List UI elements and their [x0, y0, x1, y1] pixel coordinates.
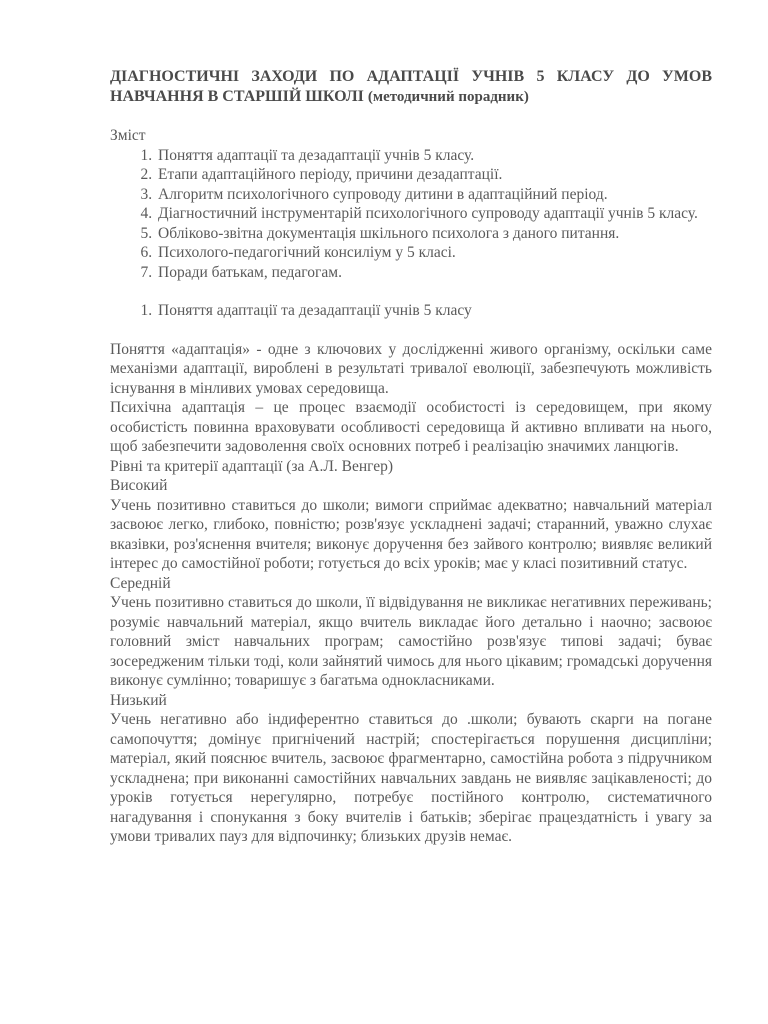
level-high-label: Високий — [110, 477, 168, 494]
toc-item: 1. Поняття адаптації та дезадаптації учнів 5 класу. — [156, 146, 712, 166]
level-low-text: Учень негативно або індиферентно ставиться до .школи; бувають скарги на погане самопочуття; домінує пригнічений настрій; спостерігається порушення дисципліни; матеріал, який пояснює вчитель, засвоює фрагментарно, самостійна робота з підручником ускладнена; при виконанні самостійних навчальних завдань не виявляє зацікавленості; до уроків готується нерегулярно, потребує постійного контролю, систематичного нагадування і спонукання з боку вчителів і батьків; зберігає працездатність і увагу за умови тривалих пауз для відпочинку; близьких друзів немає. — [110, 711, 712, 845]
toc-item: 3. Алгоритм психологічного супроводу дитини в адаптаційний період. — [156, 185, 712, 205]
toc-list — [110, 146, 712, 283]
toc-item: 4. Діагностичний інструментарій психологічного супроводу адаптації учнів 5 класу. — [156, 204, 712, 224]
title-subtitle: (методичний порадник) — [367, 89, 529, 105]
toc-item: 5. Обліково-звітна документація шкільного психолога з даного питання. — [156, 224, 712, 244]
level-low-label: Низький — [110, 691, 167, 709]
toc-item: 6. Психолого-педагогічний консиліум у 5 класі. — [156, 243, 712, 263]
document-page — [110, 67, 712, 847]
toc-item: 7. Поради батькам, педагогам. — [156, 263, 712, 283]
toc-item: 2. Етапи адаптаційного періоду, причини дезадаптації. — [156, 165, 712, 185]
levels-heading: Рівні та критерії адаптації (за А.Л. Венгер) — [110, 457, 394, 475]
level-mid-text: Учень позитивно ставиться до школи, її відвідування не викликає негативних переживань; розуміє навчальний матеріал, якщо вчитель викладає його детально і наочно; засвоює головний зміст навчальних програм; самостійно розв'язує типові задачі; буває зосередженим тільки тоді, коли зайнятий чимось для нього цікавим; громадські доручення виконує сумлінно; товаришує з багатьма однокласниками. — [110, 594, 712, 689]
paragraph-psych-adaptation: Психічна адаптація – це процес взаємодії особистості із середовищем, при якому особистість повинна враховувати особливості середовища й активно впливати на нього, щоб забезпечити задоволення своїх основних потреб і реалізацію значимих ланцюгів. — [110, 399, 712, 455]
paragraph-adaptation: Поняття «адаптація» - одне з ключових у дослідженні живого організму, оскільки саме механізми адаптації, вироблені в результаті тривалої еволюції, забезпечують можливість існування в мінливих умовах середовища. — [110, 340, 712, 397]
document-title — [110, 67, 712, 107]
section-heading-list — [110, 301, 712, 321]
title-text: ДІАГНОСТИЧНІ ЗАХОДИ ПО АДАПТАЦІЇ УЧНІВ 5 КЛАСУ ДО УМОВ НАВЧАННЯ В СТАРШІЙ ШКОЛІ — [110, 68, 712, 105]
level-mid-label: Середній — [110, 574, 171, 592]
toc-label: Зміст — [110, 127, 146, 144]
level-high-text: Учень позитивно ставиться до школи; вимоги сприймає адекватно; навчальний матеріал засвоює легко, глибоко, повністю; розв'язує ускладнені задачі; старанний, уважно слухає вказівки, роз'яснення вчителя; виконує доручення без зайвого контролю; виявляє великий інтерес до самостійної роботи; готується до всіх уроків; має у класі позитивний статус. — [110, 496, 712, 572]
section-heading: 1. Поняття адаптації та дезадаптації учнів 5 класу — [156, 301, 712, 321]
